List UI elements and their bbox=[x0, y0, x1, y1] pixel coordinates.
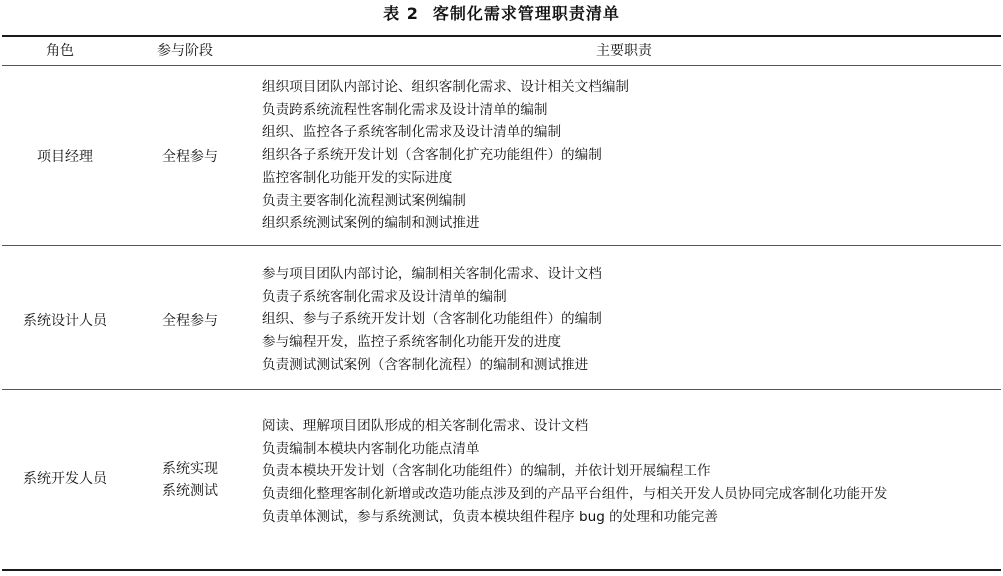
duties-cell bbox=[262, 263, 1002, 377]
duty-item: 负责单体测试，参与系统测试，负责本模块组件程序 bug 的处理和功能完善 bbox=[262, 508, 718, 525]
duty-item: 组织、参与子系统开发计划（含客制化功能组件）的编制 bbox=[262, 311, 602, 328]
duties-cell bbox=[262, 76, 1002, 235]
table-title bbox=[0, 3, 1003, 25]
duty-item: 组织项目团队内部讨论、组织客制化需求、设计相关文档编制 bbox=[262, 79, 630, 95]
table-number: 表 2 bbox=[383, 4, 419, 23]
duty-item: 组织各子系统开发计划（含客制化扩充功能组件）的编制 bbox=[262, 147, 602, 164]
top-rule bbox=[2, 35, 1001, 37]
duties-cell bbox=[262, 415, 1002, 529]
stage-line: 系统测试 bbox=[162, 483, 218, 499]
header-duties: 主要职责 bbox=[596, 43, 652, 59]
stage-line: 系统实现 bbox=[162, 461, 218, 477]
stage-cell bbox=[150, 458, 230, 502]
duty-item: 负责子系统客制化需求及设计清单的编制 bbox=[262, 288, 507, 305]
stage-line: 全程参与 bbox=[162, 149, 218, 165]
duty-item: 负责细化整理客制化新增或改造功能点涉及到的产品平台组件，与相关开发人员协同完成客制化功能开发 bbox=[262, 486, 888, 503]
duty-item: 参与项目团队内部讨论，编制相关客制化需求、设计文档 bbox=[262, 266, 602, 282]
duty-item: 组织系统测试案例的编制和测试推进 bbox=[262, 215, 480, 232]
duty-item: 负责主要客制化流程测试案例编制 bbox=[262, 192, 466, 209]
stage-cell bbox=[150, 310, 230, 332]
duty-item: 负责跨系统流程性客制化需求及设计清单的编制 bbox=[262, 101, 548, 118]
duty-item: 组织、监控各子系统客制化需求及设计清单的编制 bbox=[262, 124, 562, 141]
duty-item: 监控客制化功能开发的实际进度 bbox=[262, 169, 453, 186]
table-row bbox=[0, 66, 1003, 244]
table-row bbox=[0, 246, 1003, 388]
header-role: 角色 bbox=[46, 43, 74, 59]
role-cell: 系统开发人员 bbox=[23, 471, 107, 487]
role-cell: 项目经理 bbox=[37, 149, 93, 165]
duty-item: 负责测试测试案例（含客制化流程）的编制和测试推进 bbox=[262, 356, 589, 373]
stage-cell bbox=[150, 146, 230, 168]
role-cell: 系统设计人员 bbox=[23, 313, 107, 329]
duty-item: 负责本模块开发计划（含客制化功能组件）的编制，并依计划开展编程工作 bbox=[262, 463, 711, 480]
duty-item: 阅读、理解项目团队形成的相关客制化需求、设计文档 bbox=[262, 418, 589, 434]
bottom-rule bbox=[2, 569, 1001, 571]
table-caption: 客制化需求管理职责清单 bbox=[432, 4, 620, 23]
stage-line: 全程参与 bbox=[162, 313, 218, 329]
duty-item: 参与编程开发，监控子系统客制化功能开发的进度 bbox=[262, 334, 562, 351]
duty-item: 负责编制本模块内客制化功能点清单 bbox=[262, 440, 480, 457]
table-row bbox=[0, 390, 1003, 566]
header-stage: 参与阶段 bbox=[157, 43, 213, 59]
table-header bbox=[0, 38, 1003, 64]
